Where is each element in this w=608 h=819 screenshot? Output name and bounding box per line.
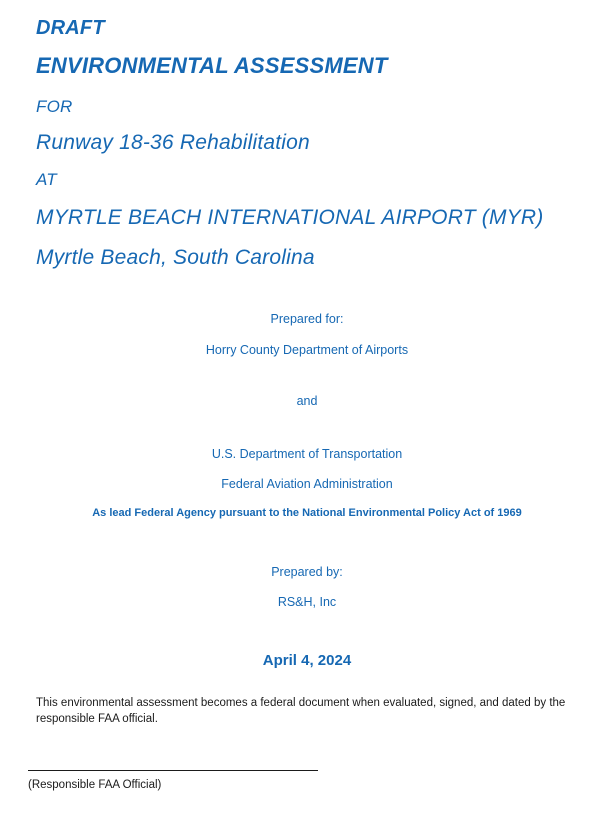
signature-line	[28, 770, 318, 771]
federal-document-note: This environmental assessment becomes a federal document when evaluated, signed, and dated by the responsible FAA official.	[36, 696, 566, 726]
title-at-label: AT	[36, 170, 57, 189]
title-draft: DRAFT	[36, 17, 105, 39]
title-city-state: Myrtle Beach, South Carolina	[36, 246, 315, 269]
title-for-label: FOR	[36, 97, 73, 116]
signature-block	[28, 770, 568, 793]
agency-department: U.S. Department of Transportation	[211, 446, 403, 461]
credits-block	[36, 313, 578, 668]
signature-label: (Responsible FAA Official)	[28, 779, 162, 792]
title-environmental-assessment: ENVIRONMENTAL ASSESSMENT	[36, 53, 388, 78]
lead-agency-note: As lead Federal Agency pursuant to the National Environmental Policy Act of 1969	[92, 506, 522, 519]
prepared-for-label: Prepared for:	[270, 312, 344, 326]
consultant-name: RS&H, Inc	[277, 595, 337, 609]
agency-name: Federal Aviation Administration	[221, 477, 393, 491]
owner-name: Horry County Department of Airports	[205, 342, 409, 357]
and-separator: and	[296, 394, 318, 408]
prepared-by-label: Prepared by:	[271, 564, 343, 579]
title-airport-name: MYRTLE BEACH INTERNATIONAL AIRPORT (MYR)	[36, 206, 544, 229]
title-block	[36, 18, 578, 268]
document-date: April 4, 2024	[262, 651, 352, 669]
title-project-name: Runway 18-36 Rehabilitation	[36, 131, 310, 154]
